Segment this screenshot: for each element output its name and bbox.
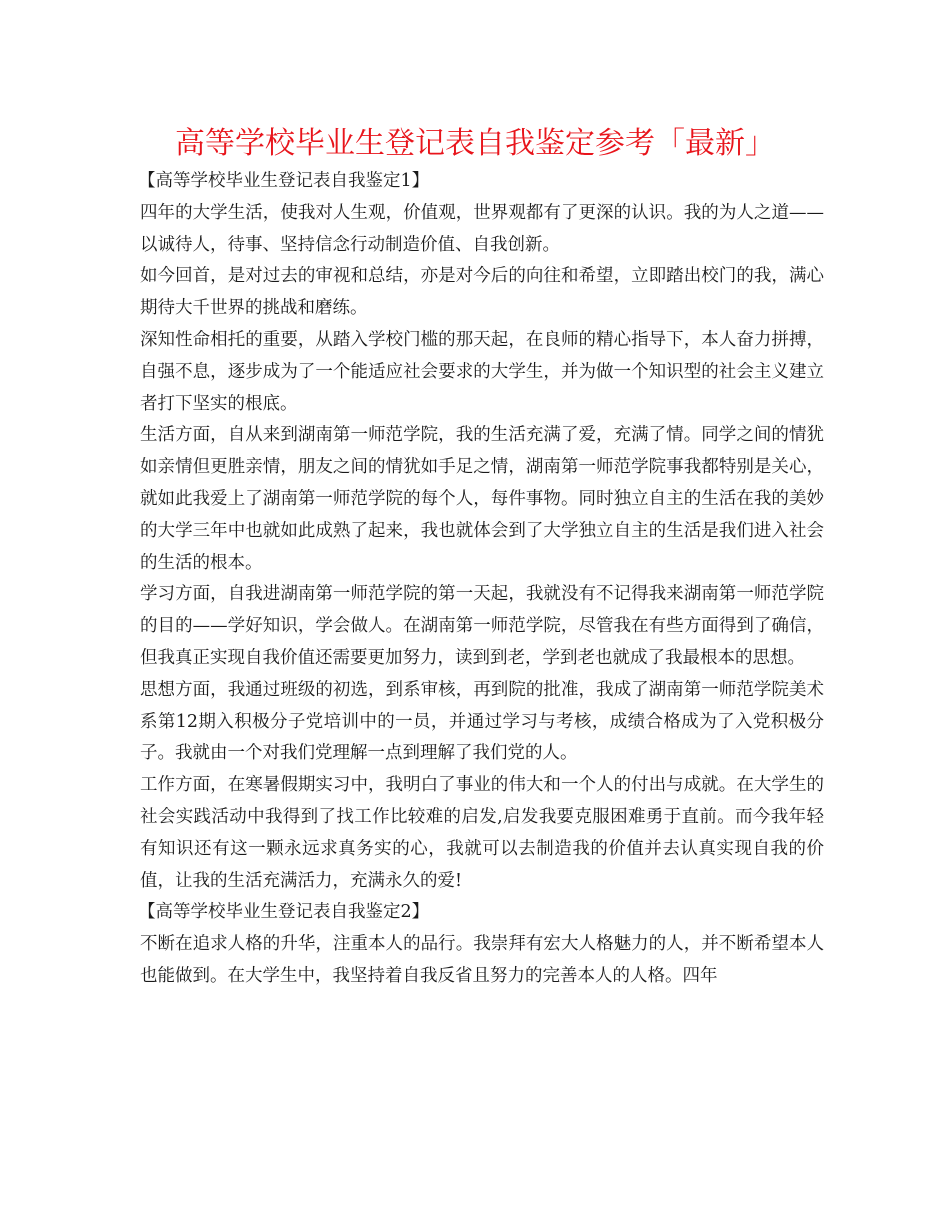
paragraph-study: 学习方面，自我进湖南第一师范学院的第一天起，我就没有不记得我来湖南第一师范学院的目的——学好知识，学会做人。在湖南第一师范学院，尽管我在有些方面得到了确信，但我真正实现自我价值还需要更加努力，读到到老，学到老也就成了我最根本的思想。 (140, 584, 824, 668)
section-heading-1: 【高等学校毕业生登记表自我鉴定1】 (138, 171, 430, 191)
document-body (140, 166, 824, 993)
section-heading-2: 【高等学校毕业生登记表自我鉴定2】 (138, 902, 430, 923)
paragraph-work: 工作方面，在寒暑假期实习中，我明白了事业的伟大和一个人的付出与成就。在大学生的社会实践活动中我得到了找工作比较难的启发,启发我要克服困难勇于直前。而今我年轻有知识还有这一颗永远求真务实的心，我就可以去制造我的价值并去认真实现自我的价值，让我的生活充满活力，充满永久的爱! (140, 775, 824, 891)
paragraph-thought: 思想方面，我通过班级的初选，到系审核，再到院的批准，我成了湖南第一师范学院美术系第12期入积极分子党培训中的一员，并通过学习与考核，成绩合格成为了入党积极分子。我就由一个对我们党理解一点到理解了我们党的人。 (140, 679, 824, 764)
document-title: 高等学校毕业生登记表自我鉴定参考「最新」 (175, 126, 775, 161)
paragraph-mission: 深知性命相托的重要，从踏入学校门槛的那天起，在良师的精心指导下，本人奋力拼搏，自强不息，逐步成为了一个能适应社会要求的大学生，并为做一个知识型的社会主义建立者打下坚实的根底。 (140, 329, 824, 414)
paragraph-intro: 四年的大学生活，使我对人生观，价值观，世界观都有了更深的认识。我的为人之道——以诚待人，待事、坚持信念行动制造价值、自我创新。 (140, 202, 824, 255)
paragraph-life: 生活方面，自从来到湖南第一师范学院，我的生活充满了爱，充满了情。同学之间的情犹如亲情但更胜亲情，朋友之间的情犹如手足之情，湖南第一师范学院事我都特别是关心，就如此我爱上了湖南第一师范学院的每个人，每件事物。同时独立自主的生活在我的美妙的大学三年中也就如此成熟了起来，我也就体会到了大学独立自主的生活是我们进入社会的生活的根本。 (140, 425, 824, 573)
paragraph-character: 不断在追求人格的升华，注重本人的品行。我崇拜有宏大人格魅力的人，并不断希望本人也能做到。在大学生中，我坚持着自我反省且努力的完善本人的人格。四年 (140, 934, 824, 986)
paragraph-looking-back: 如今回首，是对过去的审视和总结，亦是对今后的向往和希望，立即踏出校门的我，满心期待大千世界的挑战和磨练。 (140, 266, 824, 319)
